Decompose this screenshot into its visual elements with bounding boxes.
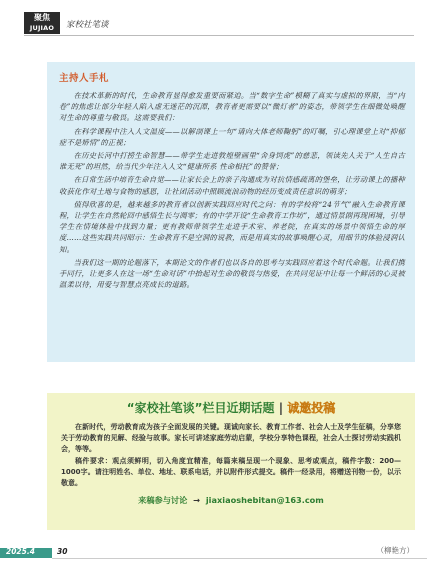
footer-divider [52, 558, 427, 559]
editor-credit: （柳艳方） [376, 546, 414, 555]
page-number: 30 [57, 547, 68, 556]
cfp-contact-label: 来稿参与讨论 [138, 495, 188, 505]
host-paragraph: 在科学课程中注入人文温度——以解剖课上一句“请向大体老师鞠躬”的叮嘱，引心理课堂上对“抑郁症不是矫情”的正视； [59, 126, 405, 147]
cfp-title-main: “家校社笔谈”栏目近期话题 [126, 401, 275, 415]
section-tag-cn: 聚焦 [34, 13, 50, 22]
host-paragraph: 在历史长河中打捞生命智慧——带学生走进敦煌壁画里“舍身饲虎”的慈悲，领读先人关于“人生自古谁无死”的坦然，给当代少年注入人文“健康所系 性命相托”的赞誉； [59, 151, 405, 172]
host-paragraph: 在技术革新的时代，生命教育显得愈发重要而紧迫。当“数字生命”模糊了真实与虚拟的界限，当“内卷”的焦虑让部分年轻人陷入虚无迷茫的沉潭，教育者更需要以“微灯者”的姿态，带领学生在细微处唤醒对生命的尊重与敬畏。这需要我们： [59, 91, 405, 123]
arrow-right-icon: → [193, 495, 201, 505]
column-name: 家校社笔谈 [66, 20, 109, 30]
call-for-papers-box [47, 393, 415, 530]
header-divider [24, 35, 414, 36]
cfp-paragraph: 在新时代，劳动教育成为孩子全面发展的关键。现诚向家长、教育工作者、社会人士及学生征稿，分享您关于劳动教育的见解、经验与故事。家长可讲述家庭劳动启蒙，学校分享特色课程，社会人士探讨劳动实践机会，等等。 [61, 423, 401, 453]
host-notes-title: 主持人手札 [59, 73, 110, 84]
host-paragraph: 在日常生活中培育生命自觉——让家长会上的亲子沟通成为对抗情感疏离的堡垒，让劳动课上的播种收获化作对土地与食物的感恩，让社团活动中照顾流浪动物的经历变成责任意识的萌芽； [59, 175, 405, 196]
contact-email-link[interactable]: jiaxiaoshebitan@163.com [205, 495, 324, 505]
host-paragraph: 值得欣喜的是，越来越多的教育者以创新实践回应时代之问：有的学校将“24节气”融入生命教育课程，让学生在自然轮回中感悟生长与凋零；有的中学开设“生命教育工作坊”，通过情景剧再现困境，引导学生在情境体验中找到力量；更有教师带领学生走进手术室、养老院，在真实的场景中领悟生命的厚度……这些实践共同昭示：生命教育不是空洞的说教，而是用真实的故事唤醒心灵，用细节的体验浸润认知。 [59, 199, 405, 254]
cfp-title-separator: | [278, 401, 284, 415]
call-for-papers-title [61, 399, 401, 417]
host-notes-box [47, 62, 415, 362]
cfp-title-invite: 诚邀投稿 [287, 401, 336, 415]
section-tag-en: JUJIAO [29, 24, 55, 32]
cfp-requirements: 稿件要求：观点须鲜明，切入角度宜精准，每篇来稿呈现一个现象、思考或观点，稿件字数：200—1000字。请注明姓名、单位、地址、联系电话，并以附件形式提交。稿件一经录用，将赠送刊物一份，以示敬意。 [61, 457, 401, 487]
issue-date: 2025.4 [6, 547, 35, 556]
host-paragraph: 当我们这一期的论题落下，本期论文的作者们也以各自的思考与实践回应着这个时代命题。让我们携手同行，让更多人在这一场“生命对话”中拾起对生命的敬畏与热爱，在共同见证中让每一个鲜活的心灵被温柔以待，用爱与智慧点亮成长的道路。 [59, 257, 405, 290]
cfp-contact-line [61, 495, 401, 506]
section-tag [24, 12, 60, 34]
